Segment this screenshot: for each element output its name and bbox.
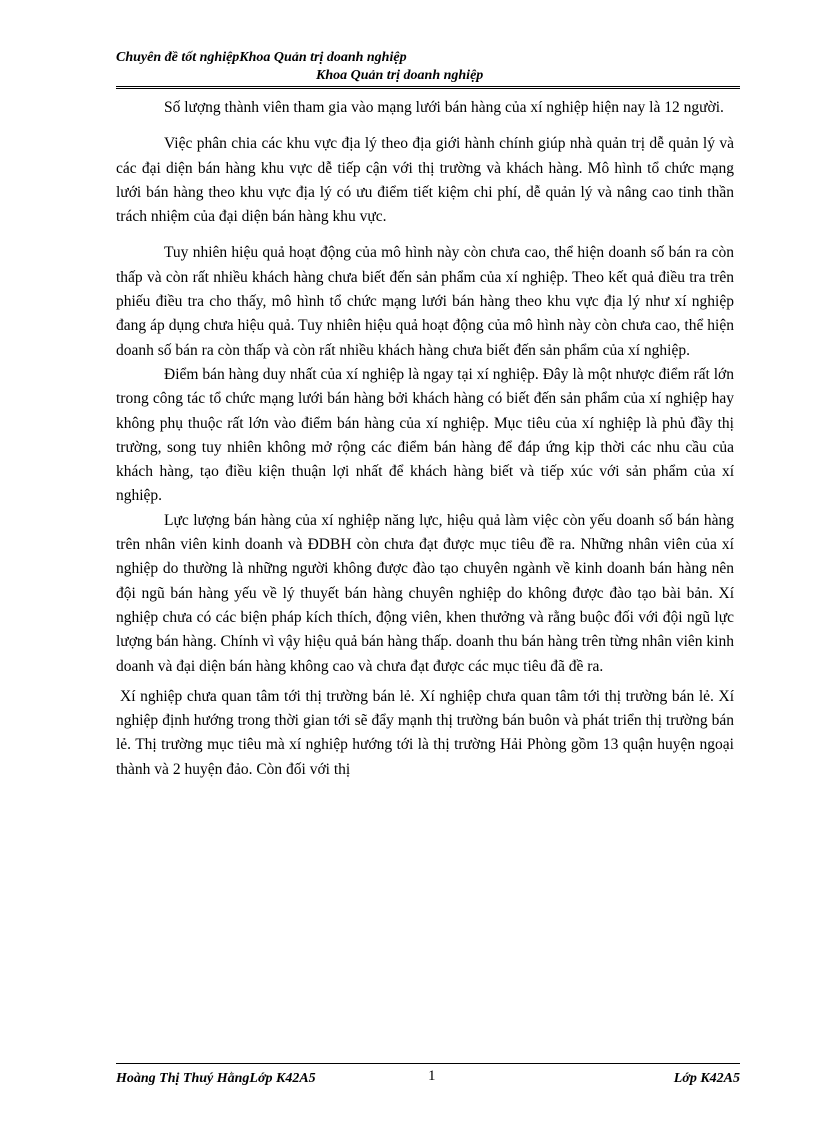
paragraph-2: Việc phân chia các khu vực địa lý theo địa giới hành chính giúp nhà quản trị dễ quản lý và các đại diện bán hàng khu vực dễ tiếp cận với thị trường và khách hàng. Mô hình tổ chức mạng lưới bán hàng theo khu vực địa lý có ưu điểm tiết kiệm chi phí, dễ quản lý và nâng cao tinh thần trách nhiệm của đại diện bán hàng khu vực. [116,135,734,226]
header-line-1: Chuyên đề tốt nghiệpKhoa Quản trị doanh nghiệp [116,50,407,65]
footer-rule [116,1063,740,1064]
footer-author: Hoàng Thị Thuý HằngLớp K42A5 [116,1071,316,1086]
page-number: 1 [428,1068,436,1084]
header-rule [116,86,740,89]
page-header [116,49,740,85]
paragraph-5: Lực lượng bán hàng của xí nghiệp năng lực, hiệu quả làm việc còn yếu doanh số bán hàng trên nhân viên kinh doanh và ĐDBH còn chưa đạt được mục tiêu đề ra. Những nhân viên của xí nghiệp do thường là những người không được đào tạo chuyên ngành về kinh doanh bán hàng nên đội ngũ bán hàng yếu về lý thuyết bán hàng chuyên nghiệp do không được đào tạo bài bản. Xí nghiệp chưa có các biện pháp kích thích, động viên, khen thưởng và rằng buộc đối với đội ngũ lực lượng bán hàng. Chính vì vậy hiệu quả bán hàng thấp. doanh thu bán hàng trên từng nhân viên kinh doanh và đại diện bán hàng không cao và chưa đạt được các mục tiêu đã đề ra. [116,511,734,675]
page-footer [116,1068,740,1088]
header-line-2: Khoa Quản trị doanh nghiệp [316,68,484,83]
footer-class: Lớp K42A5 [673,1071,740,1086]
paragraph-3: Tuy nhiên hiệu quả hoạt động của mô hình này còn chưa cao, thể hiện doanh số bán ra còn thấp và còn rất nhiều khách hàng chưa biết đến sản phẩm của xí nghiệp. Theo kết quả điều tra trên phiếu điều tra cho thấy, mô hình tổ chức mạng lưới bán hàng theo khu vực địa lý như xí nghiệp đang áp dụng chưa hiệu quả. Tuy nhiên hiệu quả hoạt động của mô hình này còn chưa cao, thể hiện doanh số bán ra còn thấp và còn rất nhiều khách hàng chưa biết đến sản phẩm của xí nghiệp. [116,244,734,359]
document-body [116,96,734,794]
paragraph-1: Số lượng thành viên tham gia vào mạng lưới bán hàng của xí nghiệp hiện nay là 12 người. [164,99,724,116]
paragraph-4: Điểm bán hàng duy nhất của xí nghiệp là ngay tại xí nghiệp. Đây là một nhược điểm rất lớn trong công tác tổ chức mạng lưới bán hàng bởi khách hàng có biết đến sản phẩm của xí nghiệp hay không phụ thuộc rất lớn vào điểm bán hàng của xí nghiệp. Mục tiêu của xí nghiệp là phủ đầy thị trường, song tuy nhiên không mở rộng các điểm bán hàng để đáp ứng kịp thời các nhu cầu của khách hàng, tạo điều kiện thuận lợi nhất để khách hàng biết và tiếp xúc với sản phẩm của xí nghiệp. [116,365,734,505]
paragraph-6: Xí nghiệp chưa quan tâm tới thị trường bán lẻ. Xí nghiệp chưa quan tâm tới thị trường bán lẻ. Xí nghiệp định hướng trong thời gian tới sẽ đẩy mạnh thị trường bán buôn và phát triển thị trường bán lẻ. Thị trường mục tiêu mà xí nghiệp hướng tới là thị trường Hải Phòng gồm 13 quận huyện ngoại thành và 2 huyện đảo. Còn đối với thị [116,687,734,778]
